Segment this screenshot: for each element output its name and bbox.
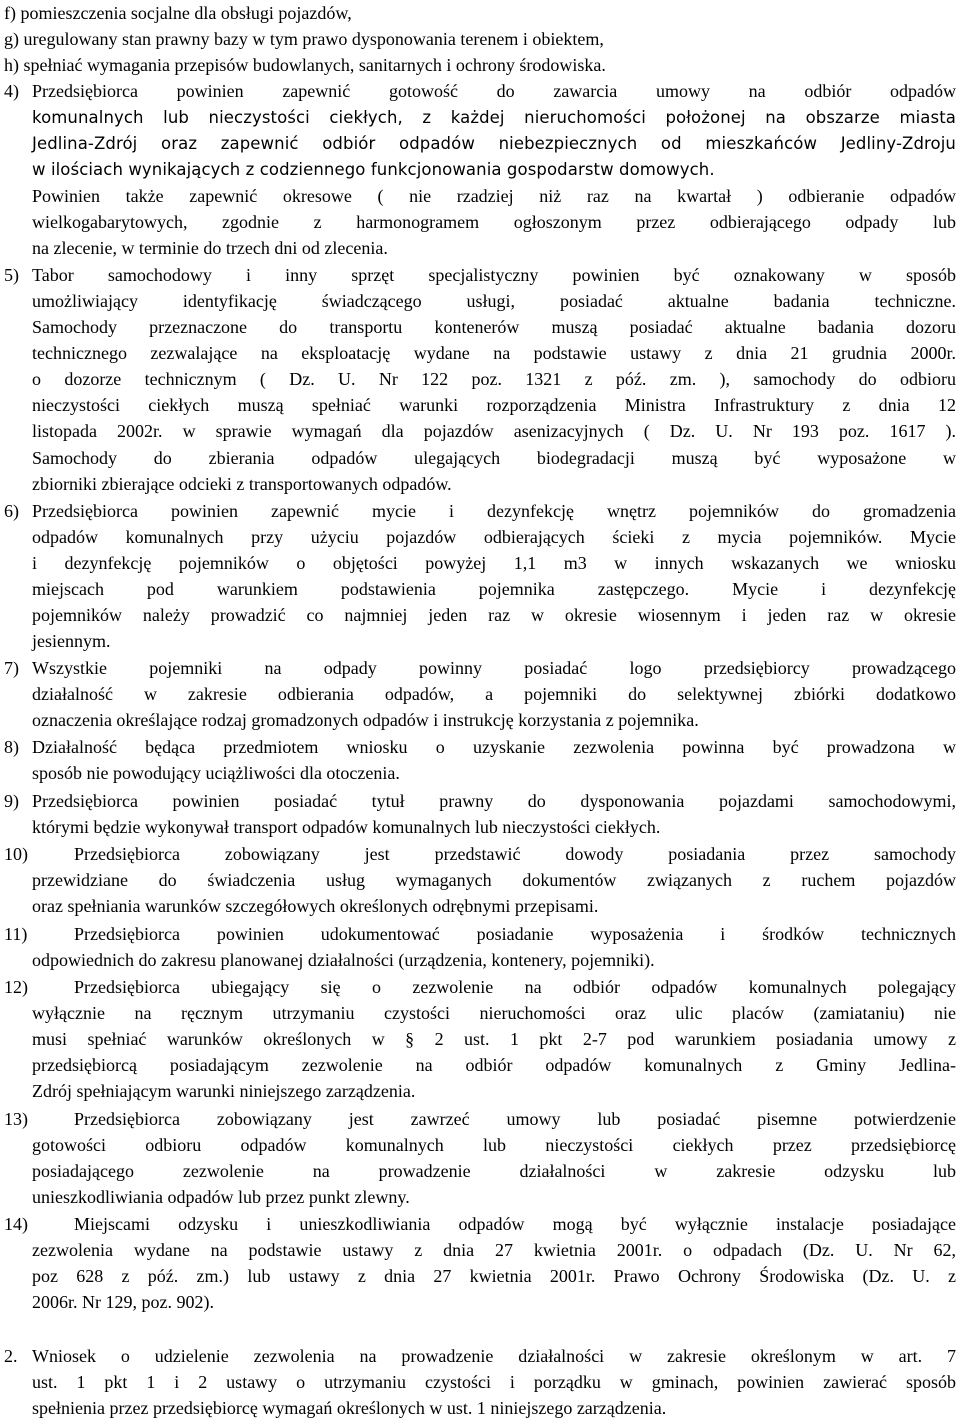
text-line: jesiennym. — [32, 631, 111, 651]
text-line: oraz spełniania warunków szczegółowych określonych odrębnymi przepisami. — [32, 896, 599, 916]
text-line: unieszkodliwiania odpadów lub przez punkt zlewny. — [32, 1187, 410, 1207]
text-line: Powinien także zapewnić okresowe ( nie rzadziej niż raz na kwartał ) odbieranie odpadów — [32, 186, 956, 206]
text-line: Przedsiębiorca powinien zapewnić gotowość do zawarcia umowy na odbiór odpadów — [32, 81, 956, 101]
text-line: poz 628 z póź. zm.) lub ustawy z dnia 27 kwietnia 2001r. Prawo Ochrony Środowiska (Dz. U. z — [32, 1266, 956, 1286]
item-number: 8) — [4, 737, 19, 757]
text-line: umożliwiający identyfikację świadczącego usługi, posiadać aktualne badania techniczne. — [32, 291, 956, 311]
text-line: ust. 1 pkt 1 i 2 ustawy o utrzymaniu czystości i porządku w gminach, powinien zawierać sposób — [32, 1372, 956, 1392]
text-line: komunalnych lub nieczystości ciekłych, z każdej nieruchomości położonej na obszarze miasta — [32, 108, 956, 127]
text-line: zbiorniki zbierające odcieki z transportowanych odpadów. — [32, 474, 452, 494]
item-number: 13) — [4, 1109, 28, 1129]
text-line: Przedsiębiorca zobowiązany jest przedstawić dowody posiadania przez samochody — [74, 844, 956, 864]
text-line: przewidziane do świadczenia usług wymaganych dokumentów związanych z ruchem pojazdów — [32, 870, 956, 890]
text-line: Jedlina-Zdrój oraz zapewnić odbiór odpadów niebezpiecznych od mieszkańców Jedliny-Zdroju — [32, 134, 956, 153]
text-line: oznaczenia określające rodzaj gromadzonych odpadów i instrukcję korzystania z pojemnika. — [32, 710, 699, 730]
item-number: 10) — [4, 844, 28, 864]
item-number: 14) — [4, 1214, 28, 1234]
text-line: Przedsiębiorca powinien udokumentować posiadanie wyposażenia i środków technicznych — [74, 924, 956, 944]
text-line: h) spełniać wymagania przepisów budowlanych, sanitarnych i ochrony środowiska. — [4, 55, 606, 75]
text-line: Miejscami odzysku i unieszkodliwiania odpadów mogą być wyłącznie instalacje posiadające — [74, 1214, 956, 1234]
text-line: posiadającego zezwolenie na prowadzenie działalności w zakresie odzysku lub — [32, 1161, 956, 1181]
text-line: musi spełniać warunków określonych w § 2 ust. 1 pkt 2-7 pod warunkiem posiadania umowy z — [32, 1029, 956, 1049]
item-number: 2. — [4, 1346, 18, 1366]
text-line: Przedsiębiorca powinien posiadać tytuł prawny do dysponowania pojazdami samochodowymi, — [32, 791, 956, 811]
item-number: 4) — [4, 81, 19, 101]
text-line: wielkogabarytowych, zgodnie z harmonogramem ogłoszonym przez odbierającego odpady lub — [32, 212, 956, 232]
text-line: pojemników należy prowadzić co najmniej jeden raz w okresie wiosennym i jeden raz w okresie — [32, 605, 956, 625]
text-line: gotowości odbioru odpadów komunalnych lub nieczystości ciekłych przez przedsiębiorcę — [32, 1135, 956, 1155]
text-line: g) uregulowany stan prawny bazy w tym prawo dysponowania terenem i obiektem, — [4, 29, 604, 49]
text-line: sposób nie powodujący uciążliwości dla otoczenia. — [32, 763, 400, 783]
text-line: Tabor samochodowy i inny sprzęt specjalistyczny powinien być oznakowany w sposób — [32, 265, 956, 285]
text-line: i dezynfekcję pojemników o objętości powyżej 1,1 m3 w innych wskazanych we wniosku — [32, 553, 956, 573]
text-line: miejscach pod warunkiem podstawienia pojemnika zastępczego. Mycie i dezynfekcję — [32, 579, 956, 599]
item-number: 11) — [4, 924, 28, 944]
text-line: 2006r. Nr 129, poz. 902). — [32, 1292, 214, 1312]
text-line: o dozorze technicznym ( Dz. U. Nr 122 poz. 1321 z póź. zm. ), samochody do odbioru — [32, 369, 956, 389]
text-line: technicznego zezwalające na eksploatację wydane na podstawie ustawy z dnia 21 grudnia 2000r. — [32, 343, 956, 363]
item-number: 6) — [4, 501, 19, 521]
text-line: nieczystości ciekłych muszą spełniać warunki rozporządzenia Ministra Infrastruktury z dnia 12 — [32, 395, 956, 415]
text-line: działalność w zakresie odbierania odpadów, a pojemniki do selektywnej zbiórki dodatkowo — [32, 684, 956, 704]
text-line: na zlecenie, w terminie do trzech dni od zlecenia. — [32, 238, 388, 258]
text-line: odpadów komunalnych przy użyciu pojazdów odbierających ścieki z mycia pojemników. Mycie — [32, 527, 956, 547]
text-line: Działalność będąca przedmiotem wniosku o uzyskanie zezwolenia powinna być prowadzona w — [32, 737, 956, 757]
text-line: przedsiębiorcą posiadającym zezwolenie na odbiór odpadów komunalnych z Gminy Jedlina- — [32, 1055, 956, 1075]
text-line: Wszystkie pojemniki na odpady powinny posiadać logo przedsiębiorcy prowadzącego — [32, 658, 956, 678]
text-line: Samochody do zbierania odpadów ulegających biodegradacji muszą być wyposażone w — [32, 448, 956, 468]
text-line: f) pomieszczenia socjalne dla obsługi pojazdów, — [4, 3, 352, 23]
text-line: którymi będzie wykonywał transport odpadów komunalnych lub nieczystości ciekłych. — [32, 817, 661, 837]
text-line: Przedsiębiorca ubiegający się o zezwolenie na odbiór odpadów komunalnych polegający — [74, 977, 956, 997]
text-line: Samochody przeznaczone do transportu kontenerów muszą posiadać aktualne badania dozoru — [32, 317, 956, 337]
item-number: 7) — [4, 658, 19, 678]
text-line: wyłącznie na ręcznym utrzymaniu czystości nieruchomości oraz ulic placów (zamiataniu) nie — [32, 1003, 956, 1023]
text-line: odpowiednich do zakresu planowanej działalności (urządzenia, kontenery, pojemniki). — [32, 950, 655, 970]
text-line: Wniosek o udzielenie zezwolenia na prowadzenie działalności w zakresie określonym w art. 7 — [32, 1346, 956, 1366]
text-line: Zdrój spełniającym warunki niniejszego zarządzenia. — [32, 1081, 416, 1101]
text-line: Przedsiębiorca powinien zapewnić mycie i dezynfekcję wnętrz pojemników do gromadzenia — [32, 501, 956, 521]
text-line: Przedsiębiorca zobowiązany jest zawrzeć umowy lub posiadać pisemne potwierdzenie — [74, 1109, 956, 1129]
text-line: spełnienia przez przedsiębiorcę wymagań określonych w ust. 1 niniejszego zarządzenia. — [32, 1398, 667, 1418]
text-line: w ilościach wynikających z codziennego funkcjonowania gospodarstw domowych. — [32, 160, 715, 179]
text-line: listopada 2002r. w sprawie wymagań dla pojazdów asenizacyjnych ( Dz. U. Nr 193 poz. 1617 ). — [32, 421, 956, 441]
item-number: 9) — [4, 791, 19, 811]
text-line: zezwolenia wydane na podstawie ustawy z dnia 27 kwietnia 2001r. o odpadach (Dz. U. Nr 62, — [32, 1240, 956, 1260]
item-number: 12) — [4, 977, 28, 997]
item-number: 5) — [4, 265, 19, 285]
